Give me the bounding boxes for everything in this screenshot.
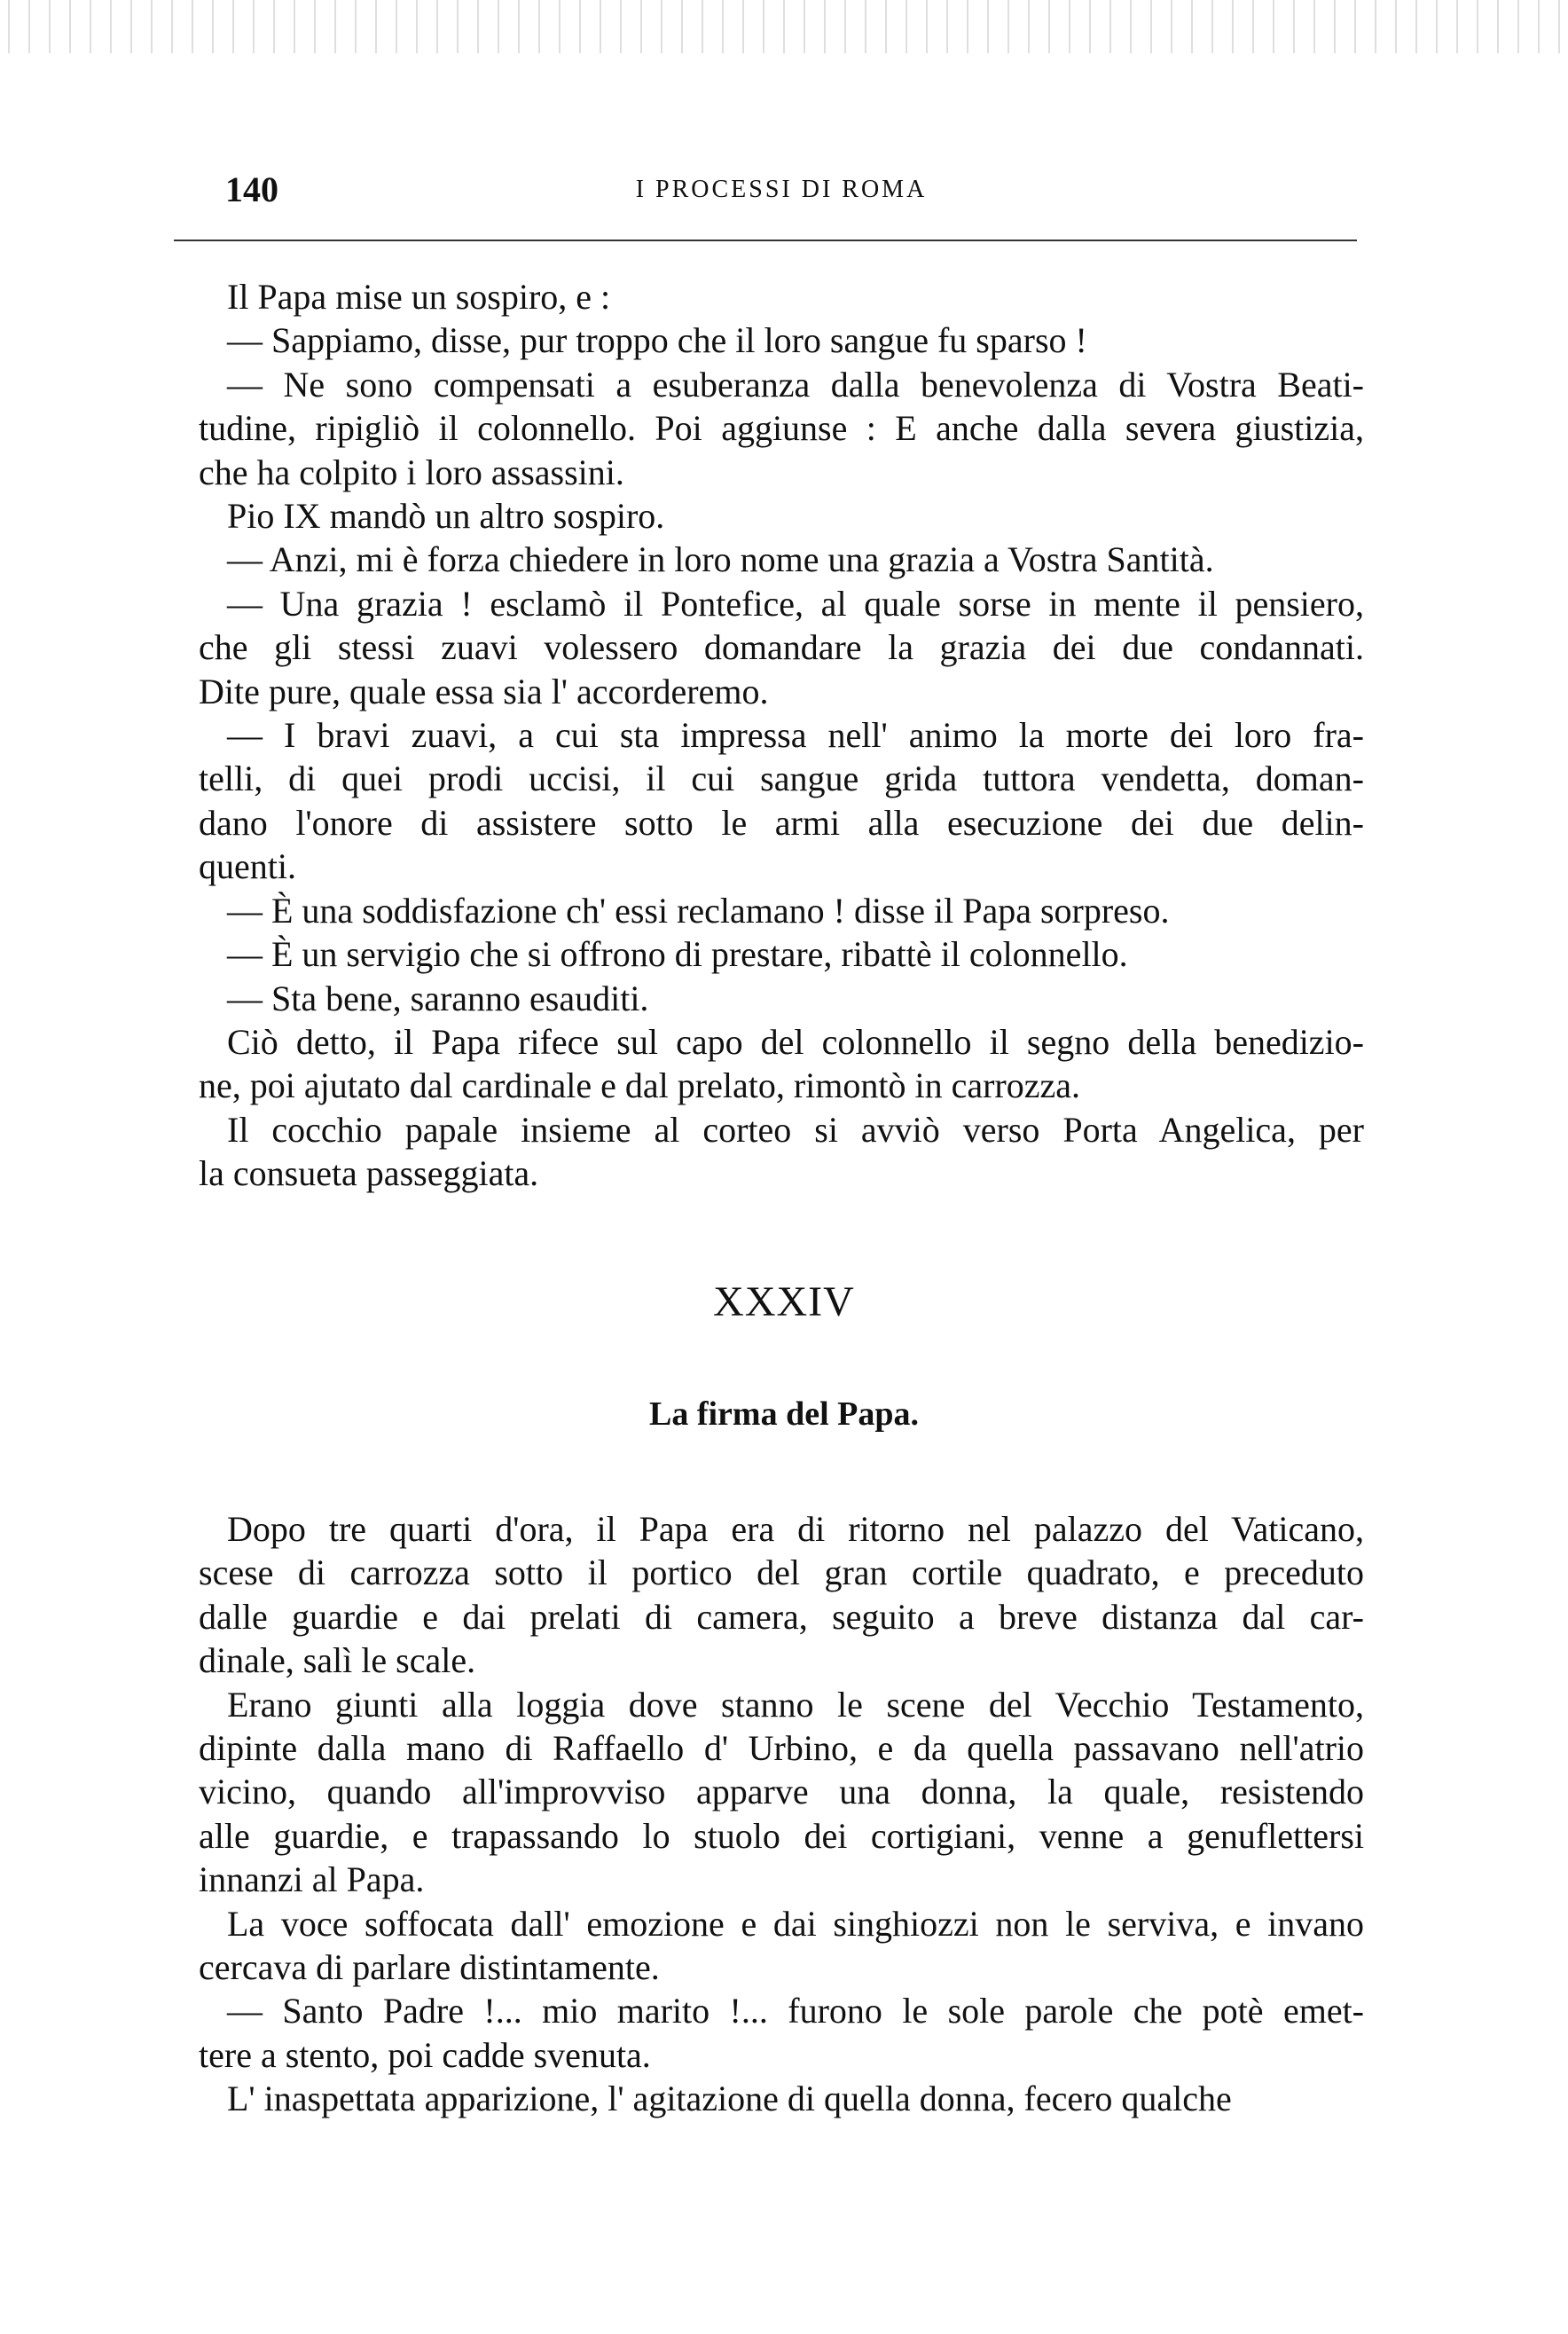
text-line: cercava di parlare distintamente. (199, 1947, 660, 1988)
paragraph (199, 1507, 1364, 1683)
header-rule (174, 240, 1357, 241)
paragraph (199, 977, 1364, 1020)
paragraph (199, 1989, 1364, 2077)
text-line: — È un servigio che si offrono di prestare, ribattè il colonnello. (227, 934, 1128, 975)
text-line: tere a stento, poi cadde svenuta. (199, 2034, 651, 2075)
text-line: — Anzi, mi è forza chiedere in loro nome una grazia a Vostra Santità. (227, 539, 1214, 580)
page-number: 140 (225, 169, 278, 209)
page-header (199, 169, 1364, 209)
section-2-text (199, 1507, 1364, 2121)
chapter-number: XXXIV (713, 1278, 855, 1325)
text-line: dano l'onore di assistere sotto le armi alla esecuzione dei due delin- (199, 802, 1364, 843)
text-line: — Una grazia ! esclamò il Pontefice, al quale sorse in mente il pensiero, (227, 583, 1364, 624)
text-line: — È una soddisfazione ch' essi reclamano ! disse il Papa sorpreso. (227, 890, 1170, 931)
paragraph (199, 1902, 1364, 1990)
text-line: telli, di quei prodi uccisi, il cui sangue grida tuttora vendetta, doman- (199, 758, 1364, 799)
text-line: Dite pure, quale essa sia l' accorderemo. (199, 671, 769, 711)
section-1-text (199, 275, 1364, 1196)
text-line: tudine, ripigliò il colonnello. Poi aggiunse : E anche dalla severa giustizia, (199, 408, 1364, 449)
text-line: Il cocchio papale insieme al corteo si avviò verso Porta Angelica, per (227, 1109, 1364, 1150)
paragraph (199, 494, 1364, 538)
text-line: Erano giunti alla loggia dove stanno le scene del Vecchio Testamento, (227, 1684, 1364, 1725)
text-line: dipinte dalla mano di Raffaello d' Urbino, e da quella passavano nell'atrio (199, 1728, 1364, 1769)
paragraph (199, 1020, 1364, 1108)
paragraph (199, 932, 1364, 976)
text-line: La voce soffocata dall' emozione e dai singhiozzi non le serviva, e invano (227, 1903, 1364, 1944)
text-line: Pio IX mandò un altro sospiro. (227, 496, 665, 537)
text-line: alle guardie, e trapassando lo stuolo dei cortigiani, venne a genuflettersi (199, 1815, 1364, 1856)
scan-noise (0, 0, 1568, 53)
running-title: I PROCESSI DI ROMA (635, 176, 928, 203)
paragraph (199, 1683, 1364, 1902)
chapter-title: La firma del Papa. (649, 1395, 919, 1433)
paragraph (199, 318, 1364, 362)
text-line: L' inaspettata apparizione, l' agitazione di quella donna, fecero qualche (227, 2079, 1232, 2119)
paragraph (199, 2077, 1364, 2120)
text-line: che ha colpito i loro assassini. (199, 452, 624, 492)
paragraph (199, 1108, 1364, 1196)
paragraph (199, 582, 1364, 713)
paragraph (199, 363, 1364, 494)
text-line: dalle guardie e dai prelati di camera, seguito a breve distanza dal car- (199, 1596, 1364, 1637)
text-line: scese di carrozza sotto il portico del gran cortile quadrato, e preceduto (199, 1552, 1364, 1593)
text-line: che gli stessi zuavi volessero domandare la grazia dei due condannati. (199, 627, 1364, 668)
text-line: quenti. (199, 846, 296, 887)
text-line: Dopo tre quarti d'ora, il Papa era di ritorno nel palazzo del Vaticano, (227, 1509, 1364, 1549)
paragraph (199, 275, 1364, 318)
text-line: Il Papa mise un sospiro, e : (227, 277, 611, 317)
text-line: — Sappiamo, disse, pur troppo che il loro sangue fu sparso ! (227, 320, 1087, 361)
text-line: ne, poi ajutato dal cardinale e dal prelato, rimontò in carrozza. (199, 1065, 1081, 1106)
text-line: — Sta bene, saranno esauditi. (227, 978, 649, 1018)
paragraph (199, 889, 1364, 932)
text-line: Ciò detto, il Papa rifece sul capo del colonnello il segno della benedizio- (227, 1021, 1364, 1062)
paragraph (199, 713, 1364, 889)
text-line: innanzi al Papa. (199, 1859, 425, 1900)
text-line: — Ne sono compensati a esuberanza dalla benevolenza di Vostra Beati- (227, 364, 1364, 405)
text-line: la consueta passeggiata. (199, 1153, 539, 1194)
text-line: — Santo Padre !... mio marito !... furono le sole parole che potè emet- (227, 1991, 1364, 2031)
text-line: — I bravi zuavi, a cui sta impressa nell' animo la morte dei loro fra- (227, 715, 1364, 756)
text-line: dinale, salì le scale. (199, 1640, 476, 1681)
text-line: vicino, quando all'improvviso apparve una donna, la quale, resistendo (199, 1772, 1364, 1812)
paragraph (199, 538, 1364, 581)
